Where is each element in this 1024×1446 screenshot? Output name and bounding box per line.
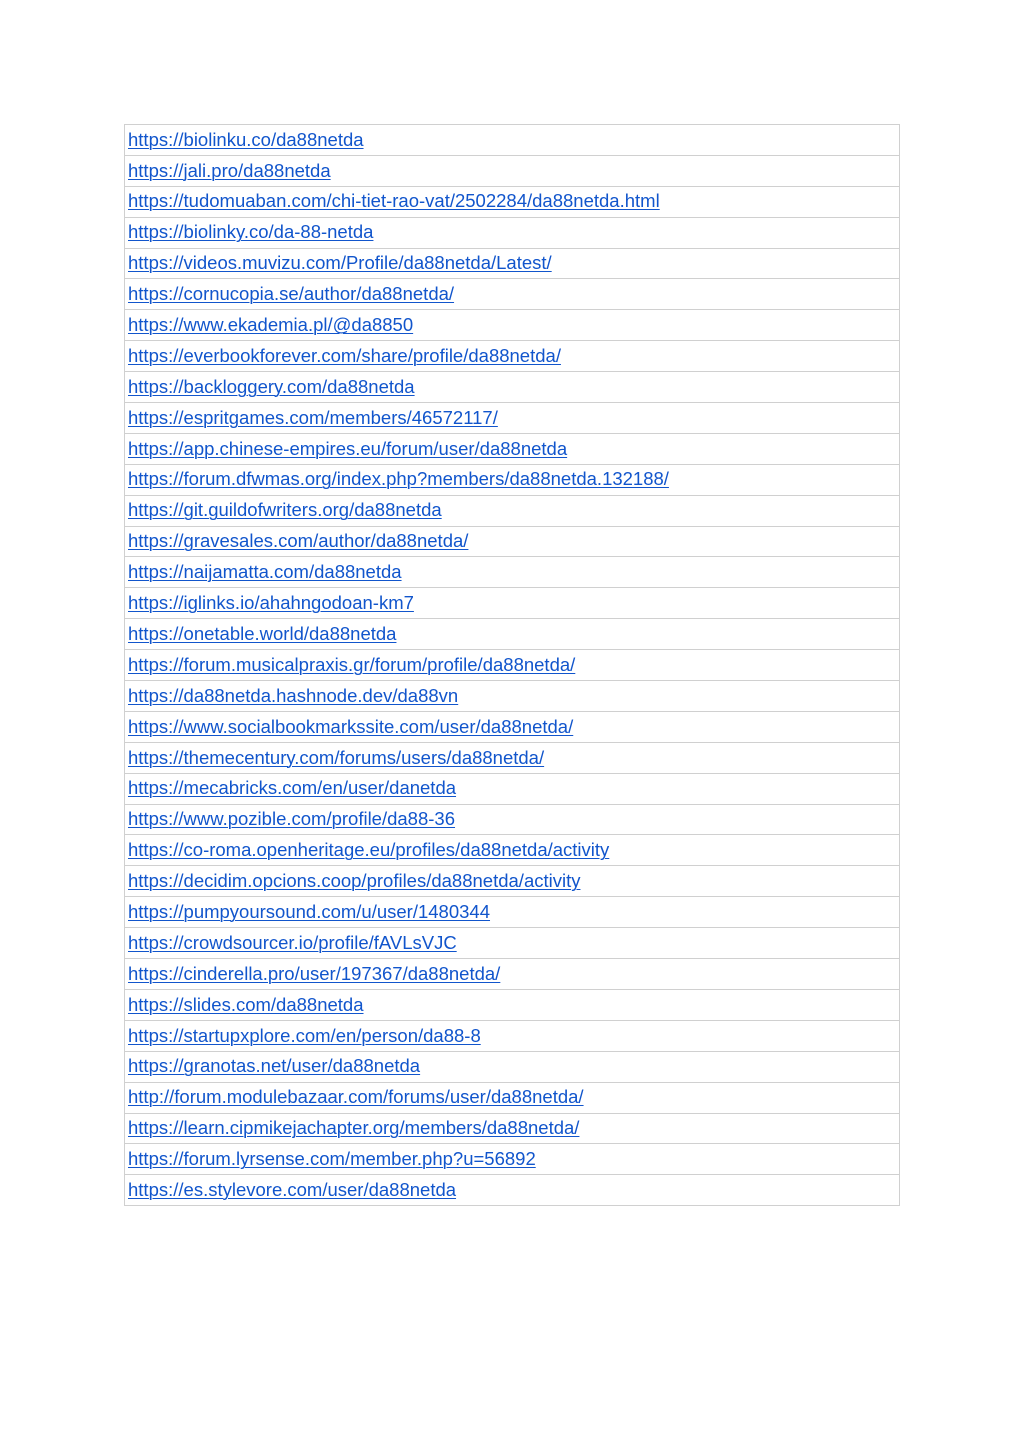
link[interactable]: https://mecabricks.com/en/user/danetda xyxy=(128,777,457,799)
table-row xyxy=(125,681,900,712)
link[interactable]: https://www.ekademia.pl/@da8850 xyxy=(128,314,414,336)
table-row xyxy=(125,959,900,990)
table-cell xyxy=(125,1175,900,1206)
table-row xyxy=(125,928,900,959)
link[interactable]: https://decidim.opcions.coop/profiles/da88netda/activity xyxy=(128,870,581,892)
link[interactable]: https://forum.musicalpraxis.gr/forum/profile/da88netda/ xyxy=(128,653,576,675)
table-row xyxy=(125,804,900,835)
table-cell xyxy=(125,495,900,526)
table-row xyxy=(125,217,900,248)
table-row xyxy=(125,433,900,464)
link[interactable]: https://pumpyoursound.com/u/user/1480344 xyxy=(128,900,491,922)
table-row xyxy=(125,403,900,434)
table-cell xyxy=(125,711,900,742)
table-row xyxy=(125,557,900,588)
table-row xyxy=(125,650,900,681)
table-row xyxy=(125,711,900,742)
link[interactable]: https://gravesales.com/author/da88netda/ xyxy=(128,530,469,552)
table-cell xyxy=(125,557,900,588)
table-row xyxy=(125,186,900,217)
link[interactable]: https://backloggery.com/da88netda xyxy=(128,375,415,397)
table-row xyxy=(125,495,900,526)
table-row xyxy=(125,835,900,866)
link[interactable]: https://onetable.world/da88netda xyxy=(128,622,397,644)
table-cell xyxy=(125,681,900,712)
table-cell xyxy=(125,773,900,804)
table-cell xyxy=(125,866,900,897)
table-row xyxy=(125,1082,900,1113)
link[interactable]: https://iglinks.io/ahahngodoan-km7 xyxy=(128,592,414,614)
table-row xyxy=(125,155,900,186)
link[interactable]: https://app.chinese-empires.eu/forum/user/da88netda xyxy=(128,437,568,459)
link[interactable]: https://forum.dfwmas.org/index.php?members/da88netda.132188/ xyxy=(128,468,669,490)
table-row xyxy=(125,1113,900,1144)
table-cell xyxy=(125,279,900,310)
table-row xyxy=(125,464,900,495)
table-row xyxy=(125,989,900,1020)
link[interactable]: https://www.pozible.com/profile/da88-36 xyxy=(128,808,456,830)
table-cell xyxy=(125,742,900,773)
link[interactable]: http://forum.modulebazaar.com/forums/user/da88netda/ xyxy=(128,1086,584,1108)
table-row xyxy=(125,125,900,156)
link[interactable]: https://co-roma.openheritage.eu/profiles/da88netda/activity xyxy=(128,839,610,861)
table-cell xyxy=(125,835,900,866)
table-cell xyxy=(125,650,900,681)
link[interactable]: https://granotas.net/user/da88netda xyxy=(128,1055,421,1077)
table-row xyxy=(125,372,900,403)
link[interactable]: https://git.guildofwriters.org/da88netda xyxy=(128,499,442,521)
link[interactable]: https://es.stylevore.com/user/da88netda xyxy=(128,1178,457,1200)
table-row xyxy=(125,1020,900,1051)
table-cell xyxy=(125,1144,900,1175)
table-row xyxy=(125,866,900,897)
link[interactable]: https://everbookforever.com/share/profile/da88netda/ xyxy=(128,344,561,366)
table-cell xyxy=(125,186,900,217)
link[interactable]: https://themecentury.com/forums/users/da88netda/ xyxy=(128,746,545,768)
link[interactable]: https://startupxplore.com/en/person/da88-8 xyxy=(128,1024,481,1046)
table-cell xyxy=(125,804,900,835)
link[interactable]: https://learn.cipmikejachapter.org/members/da88netda/ xyxy=(128,1117,580,1139)
table-row xyxy=(125,588,900,619)
table-row xyxy=(125,619,900,650)
table-cell xyxy=(125,1020,900,1051)
link[interactable]: https://tudomuaban.com/chi-tiet-rao-vat/2502284/da88netda.html xyxy=(128,190,660,212)
link[interactable]: https://biolinky.co/da-88-netda xyxy=(128,221,374,243)
table-cell xyxy=(125,928,900,959)
link[interactable]: https://crowdsourcer.io/profile/fAVLsVJC xyxy=(128,931,457,953)
table-cell xyxy=(125,989,900,1020)
link-table-body xyxy=(125,125,900,1206)
table-cell xyxy=(125,310,900,341)
link[interactable]: https://videos.muvizu.com/Profile/da88netda/Latest/ xyxy=(128,252,552,274)
table-cell xyxy=(125,248,900,279)
table-cell xyxy=(125,125,900,156)
table-cell xyxy=(125,217,900,248)
table-row xyxy=(125,341,900,372)
link[interactable]: https://da88netda.hashnode.dev/da88vn xyxy=(128,684,459,706)
table-cell xyxy=(125,1051,900,1082)
table-row xyxy=(125,279,900,310)
table-row xyxy=(125,773,900,804)
table-cell xyxy=(125,1082,900,1113)
table-row xyxy=(125,897,900,928)
table-cell xyxy=(125,959,900,990)
table-cell xyxy=(125,433,900,464)
link[interactable]: https://cornucopia.se/author/da88netda/ xyxy=(128,283,455,305)
table-row xyxy=(125,310,900,341)
link[interactable]: https://naijamatta.com/da88netda xyxy=(128,561,402,583)
table-cell xyxy=(125,526,900,557)
link[interactable]: https://jali.pro/da88netda xyxy=(128,159,331,181)
link[interactable]: https://www.socialbookmarkssite.com/user/da88netda/ xyxy=(128,715,574,737)
table-cell xyxy=(125,897,900,928)
table-row xyxy=(125,1051,900,1082)
table-cell xyxy=(125,403,900,434)
table-cell xyxy=(125,341,900,372)
table-cell xyxy=(125,588,900,619)
table-cell xyxy=(125,1113,900,1144)
table-row xyxy=(125,526,900,557)
link[interactable]: https://biolinku.co/da88netda xyxy=(128,128,364,150)
link[interactable]: https://slides.com/da88netda xyxy=(128,993,364,1015)
link[interactable]: https://cinderella.pro/user/197367/da88netda/ xyxy=(128,962,501,984)
table-row xyxy=(125,248,900,279)
table-row xyxy=(125,1175,900,1206)
table-cell xyxy=(125,619,900,650)
table-row xyxy=(125,742,900,773)
table-row xyxy=(125,1144,900,1175)
table-cell xyxy=(125,372,900,403)
table-cell xyxy=(125,155,900,186)
table-cell xyxy=(125,464,900,495)
link-table xyxy=(124,124,900,1206)
link[interactable]: https://espritgames.com/members/46572117/ xyxy=(128,406,498,428)
link[interactable]: https://forum.lyrsense.com/member.php?u=56892 xyxy=(128,1148,536,1170)
